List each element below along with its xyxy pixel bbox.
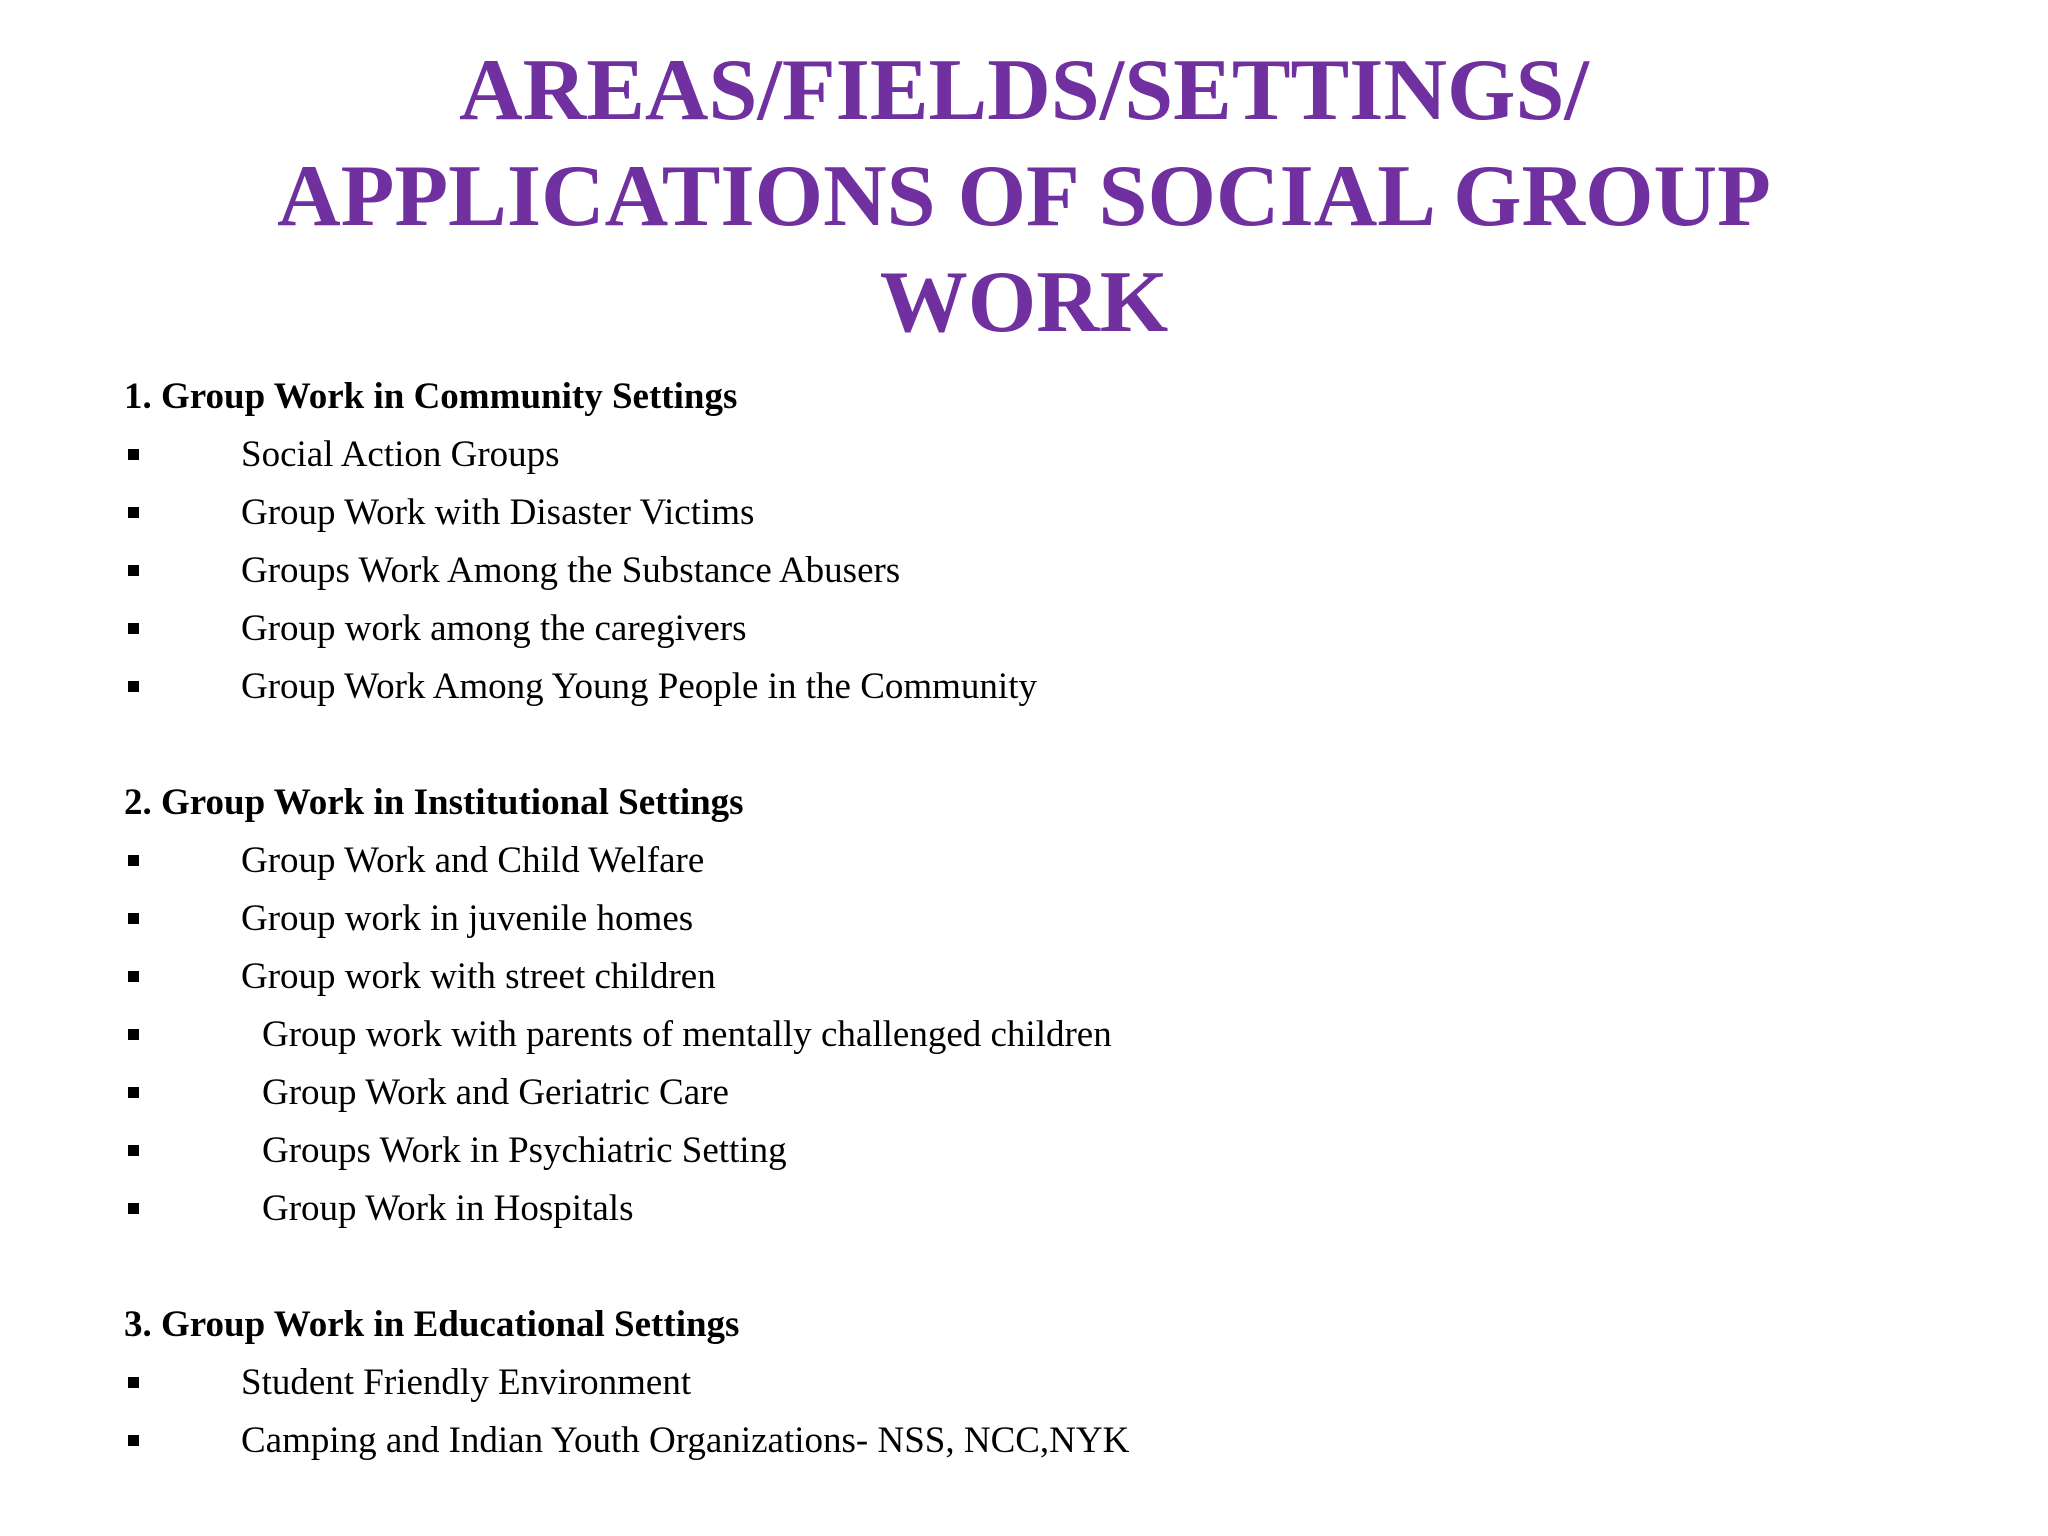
list-item-text: Group work in juvenile homes xyxy=(241,898,694,939)
list-item-text: Group work with parents of mentally challenged children xyxy=(262,1014,1112,1055)
list-item xyxy=(124,890,1924,948)
square-bullet-icon xyxy=(128,449,139,460)
square-bullet-icon xyxy=(128,1203,139,1214)
list-item-text: Social Action Groups xyxy=(241,434,560,475)
bullet-list xyxy=(124,832,1924,1238)
list-item xyxy=(124,1122,1924,1180)
list-item xyxy=(124,542,1924,600)
list-item-text: Camping and Indian Youth Organizations- NSS, NCC,NYK xyxy=(241,1420,1130,1461)
square-bullet-icon xyxy=(128,565,139,576)
square-bullet-icon xyxy=(128,913,139,924)
square-bullet-icon xyxy=(128,681,139,692)
list-item-text: Groups Work Among the Substance Abusers xyxy=(241,550,901,591)
square-bullet-icon xyxy=(128,1145,139,1156)
bullet-list xyxy=(124,1354,1924,1470)
list-item-text: Student Friendly Environment xyxy=(241,1362,692,1403)
slide-content xyxy=(124,368,1924,1528)
square-bullet-icon xyxy=(128,1377,139,1388)
list-item-text: Group work among the caregivers xyxy=(241,608,747,649)
list-item xyxy=(124,484,1924,542)
title-line-2: APPLICATIONS OF SOCIAL GROUP xyxy=(277,148,1771,245)
section-institutional-settings xyxy=(124,774,1924,1238)
title-line-1: AREAS/FIELDS/SETTINGS/ xyxy=(459,42,1589,139)
list-item xyxy=(124,1412,1924,1470)
list-item-text: Group work with street children xyxy=(241,956,716,997)
section-heading: 2. Group Work in Institutional Settings xyxy=(124,782,744,823)
list-item xyxy=(124,600,1924,658)
section-heading: 3. Group Work in Educational Settings xyxy=(124,1304,740,1345)
list-item xyxy=(124,832,1924,890)
list-item xyxy=(124,1180,1924,1238)
list-item xyxy=(124,1006,1924,1064)
list-item xyxy=(124,426,1924,484)
list-item-text: Group Work and Child Welfare xyxy=(241,840,705,881)
list-item xyxy=(124,1064,1924,1122)
list-item-text: Groups Work in Psychiatric Setting xyxy=(262,1130,787,1171)
square-bullet-icon xyxy=(128,507,139,518)
title-line-3: WORK xyxy=(879,254,1169,351)
list-item xyxy=(124,948,1924,1006)
square-bullet-icon xyxy=(128,1087,139,1098)
list-item-text: Group Work in Hospitals xyxy=(262,1188,634,1229)
list-item xyxy=(124,658,1924,716)
list-item xyxy=(124,1354,1924,1412)
list-item-text: Group Work and Geriatric Care xyxy=(262,1072,729,1113)
square-bullet-icon xyxy=(128,855,139,866)
square-bullet-icon xyxy=(128,971,139,982)
square-bullet-icon xyxy=(128,1435,139,1446)
section-heading: 1. Group Work in Community Settings xyxy=(124,376,738,417)
section-educational-settings xyxy=(124,1296,1924,1470)
bullet-list xyxy=(124,426,1924,716)
list-item-text: Group Work Among Young People in the Community xyxy=(241,666,1037,707)
slide-title xyxy=(0,38,2048,356)
list-item-text: Group Work with Disaster Victims xyxy=(241,492,755,533)
square-bullet-icon xyxy=(128,623,139,634)
section-community-settings xyxy=(124,368,1924,716)
square-bullet-icon xyxy=(128,1029,139,1040)
